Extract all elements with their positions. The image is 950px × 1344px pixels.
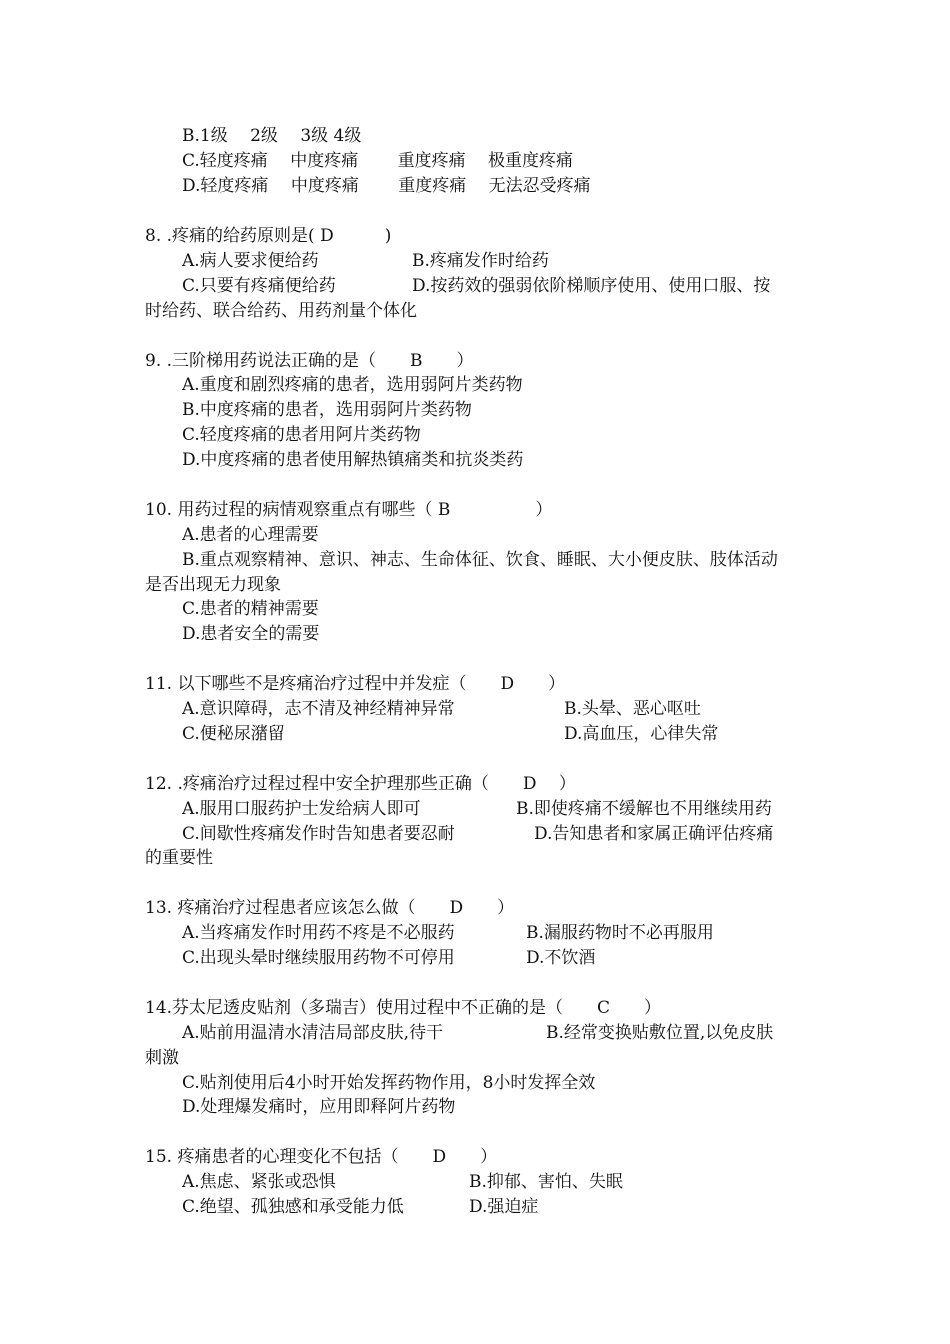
q15-option-b: B.抑郁、害怕、失眠	[469, 1172, 623, 1192]
q11-option-d: D.高血压，心律失常	[564, 724, 719, 744]
q15-option-d: D.强迫症	[469, 1197, 539, 1217]
q8-option-d-wrap: 时给药、联合给药、用药剂量个体化	[145, 301, 417, 321]
q10-option-b-wrap: 是否出现无力现象	[145, 575, 281, 595]
q8-option-b: B.疼痛发作时给药	[412, 251, 549, 271]
q14-option-b: B.经常变换贴敷位置,以免皮肤	[546, 1023, 774, 1043]
q7-option-c: C.轻度疼痛 中度疼痛 重度疼痛 极重度疼痛	[182, 151, 574, 171]
q9-option-a: A.重度和剧烈疼痛的患者，选用弱阿片类药物	[182, 375, 523, 395]
q11-option-b: B.头晕、恶心呕吐	[564, 699, 701, 719]
q13-option-a: A.当疼痛发作时用药不疼是不必服药	[182, 923, 455, 943]
q10-option-a: A.患者的心理需要	[182, 525, 319, 545]
q7-option-b: B.1级 2级 3级 4级	[182, 126, 362, 146]
q12-option-d: D.告知患者和家属正确评估疼痛	[534, 824, 774, 844]
q14-stem: 14.芬太尼透皮贴剂（多瑞吉）使用过程中不正确的是（ C ）	[145, 998, 662, 1018]
q12-stem: 12. .疼痛治疗过程过程中安全护理那些正确（ D ）	[145, 774, 576, 794]
q9-option-b: B.中度疼痛的患者，选用弱阿片类药物	[182, 400, 472, 420]
q13-option-d: D.不饮酒	[526, 948, 596, 968]
q14-option-c: C.贴剂使用后4小时开始发挥药物作用，8小时发挥全效	[182, 1073, 596, 1093]
q12-option-c: C.间歇性疼痛发作时告知患者要忍耐	[182, 824, 455, 844]
q8-stem: 8. .疼痛的给药原则是( D )	[145, 226, 392, 246]
q15-stem: 15. 疼痛患者的心理变化不包括（ D ）	[145, 1147, 498, 1167]
q14-option-d: D.处理爆发痛时，应用即释阿片药物	[182, 1097, 456, 1117]
q11-option-c: C.便秘尿潴留	[182, 724, 285, 744]
q7-option-d: D.轻度疼痛 中度疼痛 重度疼痛 无法忍受疼痛	[182, 176, 591, 196]
q8-option-a: A.病人要求便给药	[182, 251, 319, 271]
q11-stem: 11. 以下哪些不是疼痛治疗过程中并发症（ D ）	[145, 674, 566, 694]
q13-stem: 13. 疼痛治疗过程患者应该怎么做（ D ）	[145, 898, 515, 918]
q12-option-a: A.服用口服药护士发给病人即可	[182, 799, 421, 819]
q13-option-c: C.出现头晕时继续服用药物不可停用	[182, 948, 455, 968]
q13-option-b: B.漏服药物时不必再服用	[526, 923, 714, 943]
q14-option-b-wrap: 刺激	[145, 1048, 179, 1068]
q9-option-d: D.中度疼痛的患者使用解热镇痛类和抗炎类药	[182, 450, 524, 470]
q10-stem: 10. 用药过程的病情观察重点有哪些（ B ）	[145, 500, 553, 520]
q10-option-b: B.重点观察精神、意识、神志、生命体征、饮食、睡眠、大小便皮肤、肢体活动	[182, 550, 778, 570]
q9-option-c: C.轻度疼痛的患者用阿片类药物	[182, 425, 421, 445]
q12-option-d-wrap: 的重要性	[145, 848, 213, 868]
q14-option-a: A.贴前用温清水清洁局部皮肤,待干	[182, 1023, 444, 1043]
q9-stem: 9. .三阶梯用药说法正确的是（ B ）	[145, 351, 474, 371]
q15-option-a: A.焦虑、紧张或恐惧	[182, 1172, 336, 1192]
q12-option-b: B.即使疼痛不缓解也不用继续用药	[516, 799, 772, 819]
q10-option-d: D.患者安全的需要	[182, 624, 320, 644]
q8-option-c: C.只要有疼痛便给药	[182, 276, 336, 296]
q8-option-d: D.按药效的强弱依阶梯顺序使用、使用口服、按	[412, 276, 771, 296]
q15-option-c: C.绝望、孤独感和承受能力低	[182, 1197, 404, 1217]
q11-option-a: A.意识障碍，志不清及神经精神异常	[182, 699, 455, 719]
q10-option-c: C.患者的精神需要	[182, 599, 319, 619]
